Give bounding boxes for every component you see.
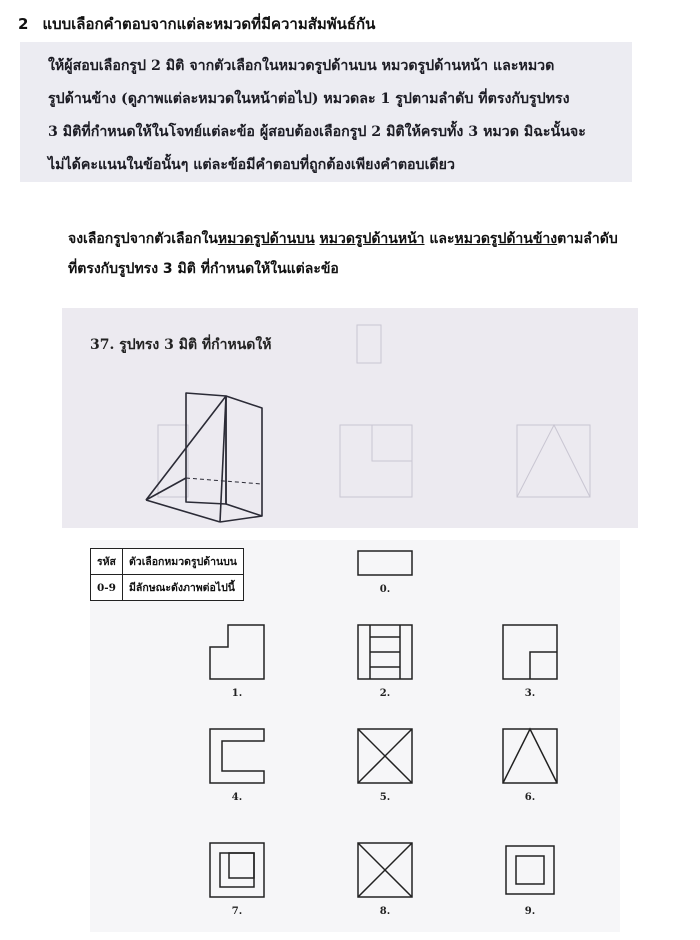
option-4[interactable] <box>197 726 277 803</box>
option-1[interactable] <box>197 622 277 699</box>
bracket-c-shape-icon <box>207 726 267 786</box>
question-label: 37. รูปทรง 3 มิติ ที่กำหนดให้ <box>90 337 272 353</box>
option-label: 1. <box>231 688 243 699</box>
question-figure <box>62 308 638 528</box>
option-label: 0. <box>379 584 391 595</box>
option-6[interactable] <box>490 726 570 803</box>
top-view-options <box>90 540 620 932</box>
option-2[interactable] <box>345 622 425 699</box>
section-title: แบบเลือกคำตอบจากแต่ละหมวดที่มีความสัมพันธ์กัน <box>42 15 376 33</box>
option-label: 4. <box>231 792 243 803</box>
option-label: 9. <box>524 906 536 917</box>
option-3[interactable] <box>490 622 570 699</box>
task-line2: ที่ตรงกับรูปทรง 3 มิติ ที่กำหนดให้ในแต่ละข้อ <box>68 261 339 277</box>
option-label: 3. <box>524 688 536 699</box>
legend-row-code: 0-9 <box>91 575 123 601</box>
option-8[interactable] <box>345 840 425 917</box>
l-shape-icon <box>207 622 267 682</box>
square-with-offset-frame-icon <box>207 840 267 900</box>
option-7[interactable] <box>197 840 277 917</box>
task-and: และ <box>429 231 455 247</box>
legend-header-category: ตัวเลือกหมวดรูปด้านบน <box>122 549 243 575</box>
instruction-line: ไม่ได้คะแนนในข้อนั้นๆ แต่ละข้อมีคำตอบที่ถูกต้องเพียงคำตอบเดียว <box>48 157 455 173</box>
instruction-line: รูปด้านข้าง (ดูภาพแต่ละหมวดในหน้าต่อไป) หมวดละ 1 รูปตามลำดับ ที่ตรงกับรูปทรง <box>48 91 570 107</box>
legend-header-code: รหัส <box>91 549 123 575</box>
option-label: 6. <box>524 792 536 803</box>
option-9[interactable] <box>490 840 570 917</box>
option-label: 8. <box>379 906 391 917</box>
option-5[interactable] <box>345 726 425 803</box>
category-front-link: หมวดรูปด้านหน้า <box>319 231 425 247</box>
task-suffix: ตามลำดับ <box>557 231 618 247</box>
square-with-x-icon <box>355 726 415 786</box>
square-with-columns-icon <box>355 622 415 682</box>
instruction-line: 3 มิติที่กำหนดให้ในโจทย์แต่ละข้อ ผู้สอบต้องเลือกรูป 2 มิติให้ครบทั้ง 3 หมวด มิฉะนั้นจะ <box>48 124 586 140</box>
category-top-link: หมวดรูปด้านบน <box>217 231 315 247</box>
category-side-link: หมวดรูปด้านข้าง <box>454 231 558 247</box>
square-frame-icon <box>500 840 560 900</box>
option-label: 5. <box>379 792 391 803</box>
square-with-triangle-icon <box>500 726 560 786</box>
option-0[interactable] <box>345 548 425 595</box>
task-prefix: จงเลือกรูปจากตัวเลือกใน <box>68 231 218 247</box>
option-label: 7. <box>231 906 243 917</box>
instruction-line: ให้ผู้สอบเลือกรูป 2 มิติ จากตัวเลือกในหมวดรูปด้านบน หมวดรูปด้านหน้า และหมวด <box>48 58 555 74</box>
legend-row-desc: มีลักษณะดังภาพต่อไปนี้ <box>122 575 243 601</box>
section-number: 2 <box>18 15 29 33</box>
task-instruction <box>68 224 618 284</box>
section-heading <box>18 12 375 36</box>
pyramid-3d-figure <box>62 308 638 528</box>
square-with-corner-square-icon <box>500 622 560 682</box>
option-legend-table <box>90 548 244 601</box>
option-label: 2. <box>379 688 391 699</box>
instructions-box <box>20 42 632 182</box>
square-with-half-x-icon <box>355 840 415 900</box>
wide-rectangle-icon <box>355 548 415 578</box>
